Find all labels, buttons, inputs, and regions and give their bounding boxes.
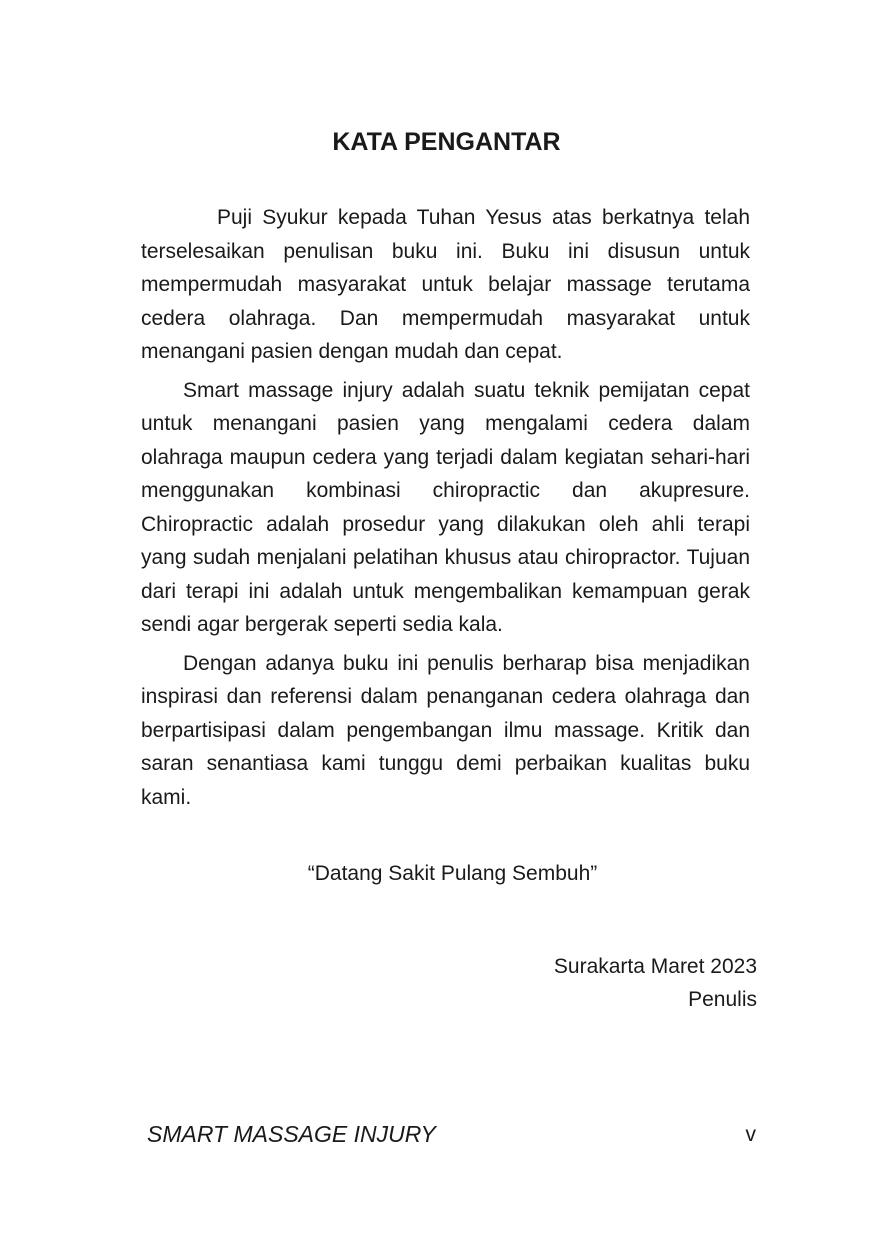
signature-place-date: Surakarta Maret 2023 [553, 955, 757, 978]
footer-book-title: SMART MASSAGE INJURY [147, 1121, 436, 1147]
paragraph-2: Smart massage injury adalah suatu teknik pemijatan cepat untuk menangani pasien yang mengalami cedera dalam olahraga maupun cedera yang terjadi dalam kegiatan sehari-hari menggunakan kombinasi chiropractic dan akupresure. Chiropractic adalah prosedur yang dilakukan oleh ahli terapi yang sudah menjalani pelatihan khusus atau chiropractor. Tujuan dari terapi ini adalah untuk mengembalikan kemampuan gerak sendi agar bergerak seperti sedia kala. [141, 378, 750, 636]
motto: “Datang Sakit Pulang Sembuh” [307, 862, 598, 885]
page-title: KATA PENGANTAR [332, 128, 561, 156]
signature-block [554, 950, 757, 1016]
page-number: v [745, 1123, 756, 1146]
paragraph-3: Dengan adanya buku ini penulis berharap bisa menjadikan inspirasi dan referensi dalam penanganan cedera olahraga dan berpartisipasi dalam pengembangan ilmu massage. Kritik dan saran senantiasa kami tunggu demi perbaikan kualitas buku kami. [141, 651, 750, 809]
body-text [141, 201, 750, 814]
signature-author: Penulis [688, 988, 757, 1011]
paragraph-1: Puji Syukur kepada Tuhan Yesus atas berkatnya telah terselesaikan penulisan buku ini. Buku ini disusun untuk mempermudah masyarakat untuk belajar massage terutama cedera olahraga. Dan mempermudah masyarakat untuk menangani pasien dengan mudah dan cepat. [141, 206, 750, 363]
